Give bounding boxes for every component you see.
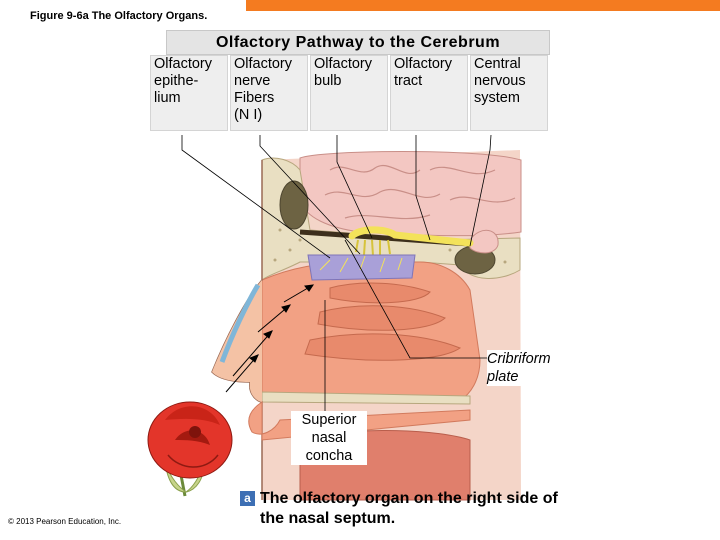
frontal-sinus xyxy=(280,181,308,229)
copyright-notice: © 2013 Pearson Education, Inc. xyxy=(8,517,122,526)
label-cribriform-plate: Cribriform plate xyxy=(487,351,551,385)
label-superior-nasal-concha: Superior nasal concha xyxy=(291,411,367,465)
pathway-step-bulb: Olfactory bulb xyxy=(310,55,388,131)
nose-skin xyxy=(212,280,262,402)
pathway-step-epithelium: Olfactory epithe- lium xyxy=(150,55,228,131)
pathway-title: Olfactory Pathway to the Cerebrum xyxy=(166,30,550,55)
pathway-step-tract: Olfactory tract xyxy=(390,55,468,131)
caption-text: The olfactory organ on the right side of the nasal septum. xyxy=(260,490,558,527)
pathway-step-nerve-fibers: Olfactory nerve Fibers (N I) xyxy=(230,55,308,131)
rose-illustration xyxy=(148,402,232,496)
pathway-step-cns: Central nervous system xyxy=(470,55,548,131)
figure-title: Figure 9-6a The Olfactory Organs. xyxy=(30,10,208,22)
panel-letter-badge: a xyxy=(240,491,255,506)
